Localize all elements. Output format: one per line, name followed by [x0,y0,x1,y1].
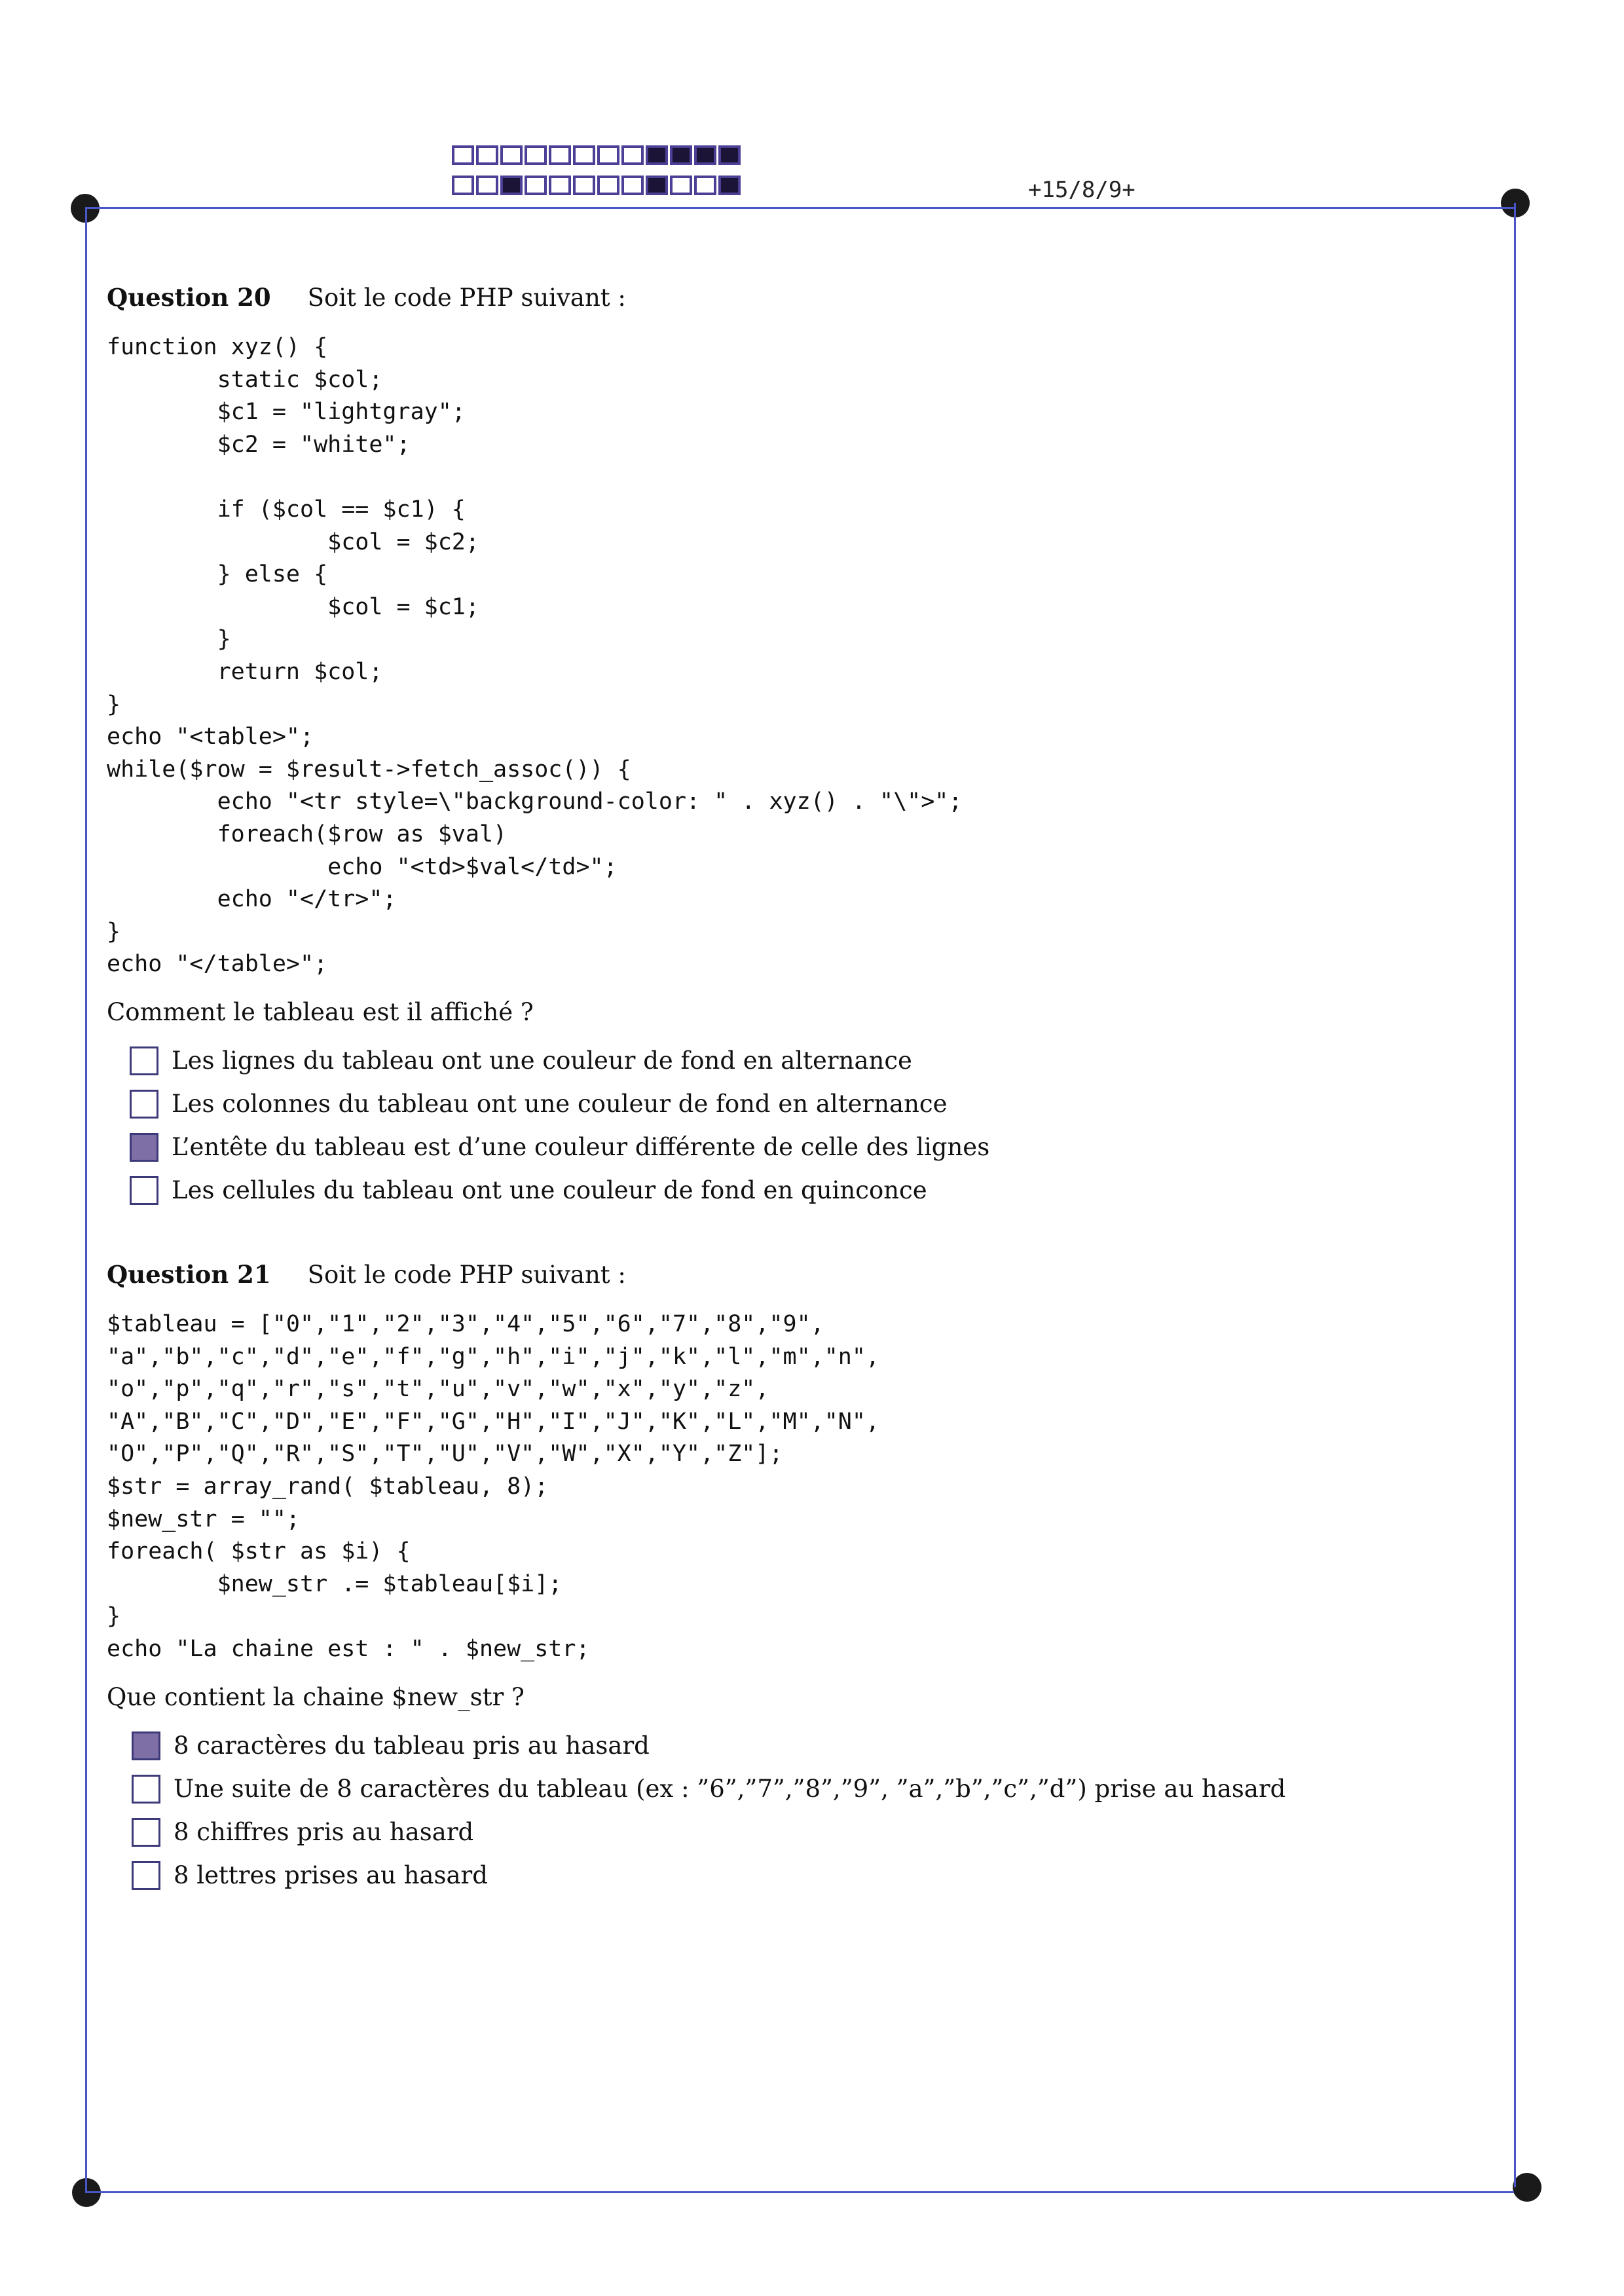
barcode-cell [670,145,692,165]
answer-checkbox[interactable] [132,1775,160,1804]
sheet-id: +15/8/9+ [1028,177,1135,203]
barcode-cell [452,176,474,195]
frame-left [85,207,87,2193]
answer-label: 8 caractères du tableau pris au hasard [174,1731,650,1760]
barcode-cell [500,145,523,165]
code-block: function xyz() { static $col; $c1 = "lightgray"; $c2 = "white"; if ($col == $c1) { $col = $c2; } else { $col = $c1; } return $col; } echo "<table>"; while($row = $result->fetch_assoc()) { echo "<tr style=\"background-color: " . xyz() . "\">"; foreach($row as $val) echo "<td>$val</td>"; echo "</tr>"; } echo "</table>"; [107,334,963,978]
answer-option[interactable] [130,1039,989,1083]
answer-list [132,1724,1285,1897]
answer-checkbox[interactable] [130,1176,158,1205]
barcode-cell [549,176,571,195]
frame-bottom [85,2191,1514,2193]
barcode-cell [694,176,716,195]
barcode-cell [597,145,619,165]
answer-checkbox[interactable] [132,1731,160,1760]
frame-right [1514,203,1516,2187]
answer-option[interactable] [130,1126,989,1169]
answer-option[interactable] [132,1724,1285,1768]
barcode-cell [573,145,595,165]
answer-checkbox[interactable] [130,1090,158,1119]
question-prompt: Que contient la chaine $new_str ? [107,1682,525,1711]
question-20 [107,283,989,1212]
barcode-cell [694,145,716,165]
answer-label: Une suite de 8 caractères du tableau (ex : ”6”,”7”,”8”,”9”, ”a”,”b”,”c”,”d”) prise au hasard [174,1775,1286,1804]
question-number: Question 21 [107,1260,271,1289]
barcode-cell [621,176,644,195]
code-block: $tableau = ["0","1","2","3","4","5","6","7","8","9", "a","b","c","d","e","f","g","h","i","j","k","l","m","n", "o","p","q","r","s","t","u","v","w","x","y","z", "A","B","C","D","E","F","G","H","I","J","K","L","M","N", "O","P","Q","R","S","T","U","V","W","X","Y","Z"]; $str = array_rand( $tableau, 8); $new_str = ""; foreach( $str as $i) { $new_str .= $tableau[$i]; } echo "La chaine est : " . $new_str; [107,1311,880,1662]
answer-option[interactable] [132,1768,1285,1811]
question-title [107,283,989,312]
answer-label: 8 chiffres pris au hasard [174,1818,474,1847]
answer-label: 8 lettres prises au hasard [174,1861,488,1890]
barcode-cell [597,176,619,195]
barcode-cell [573,176,595,195]
barcode-cell [525,145,547,165]
corner-mark-bottom-right [1513,2173,1541,2202]
answer-option[interactable] [132,1811,1285,1854]
answer-label: Les lignes du tableau ont une couleur de fond en alternance [172,1046,912,1075]
barcode-cell [646,145,668,165]
barcode-cell [476,145,498,165]
barcode-cell [500,176,523,195]
barcode-cell [718,176,741,195]
barcode-cell [476,176,498,195]
question-21 [107,1260,1285,1897]
question-title [107,1260,1285,1289]
question-intro: Soit le code PHP suivant : [307,284,626,312]
answer-option[interactable] [130,1169,989,1212]
answer-list [130,1039,989,1212]
question-number: Question 20 [107,283,271,312]
answer-label: L’entête du tableau est d’une couleur différente de celle des lignes [172,1133,990,1162]
barcode-cell [718,145,741,165]
barcode-cell [452,145,474,165]
barcode-cell [549,145,571,165]
answer-option[interactable] [132,1854,1285,1897]
answer-option[interactable] [130,1083,989,1126]
answer-label: Les cellules du tableau ont une couleur de fond en quinconce [172,1176,927,1205]
barcode-cell [646,176,668,195]
answer-checkbox[interactable] [130,1133,158,1162]
barcode-cell [525,176,547,195]
barcode-row-2 [452,176,741,195]
answer-checkbox[interactable] [132,1818,160,1847]
barcode-row-1 [452,145,741,165]
answer-label: Les colonnes du tableau ont une couleur de fond en alternance [172,1090,948,1119]
barcode-cell [621,145,644,165]
frame-top [85,207,1515,209]
question-intro: Soit le code PHP suivant : [307,1261,626,1289]
answer-checkbox[interactable] [130,1046,158,1075]
question-prompt: Comment le tableau est il affiché ? [107,997,534,1026]
answer-checkbox[interactable] [132,1861,160,1890]
barcode-cell [670,176,692,195]
